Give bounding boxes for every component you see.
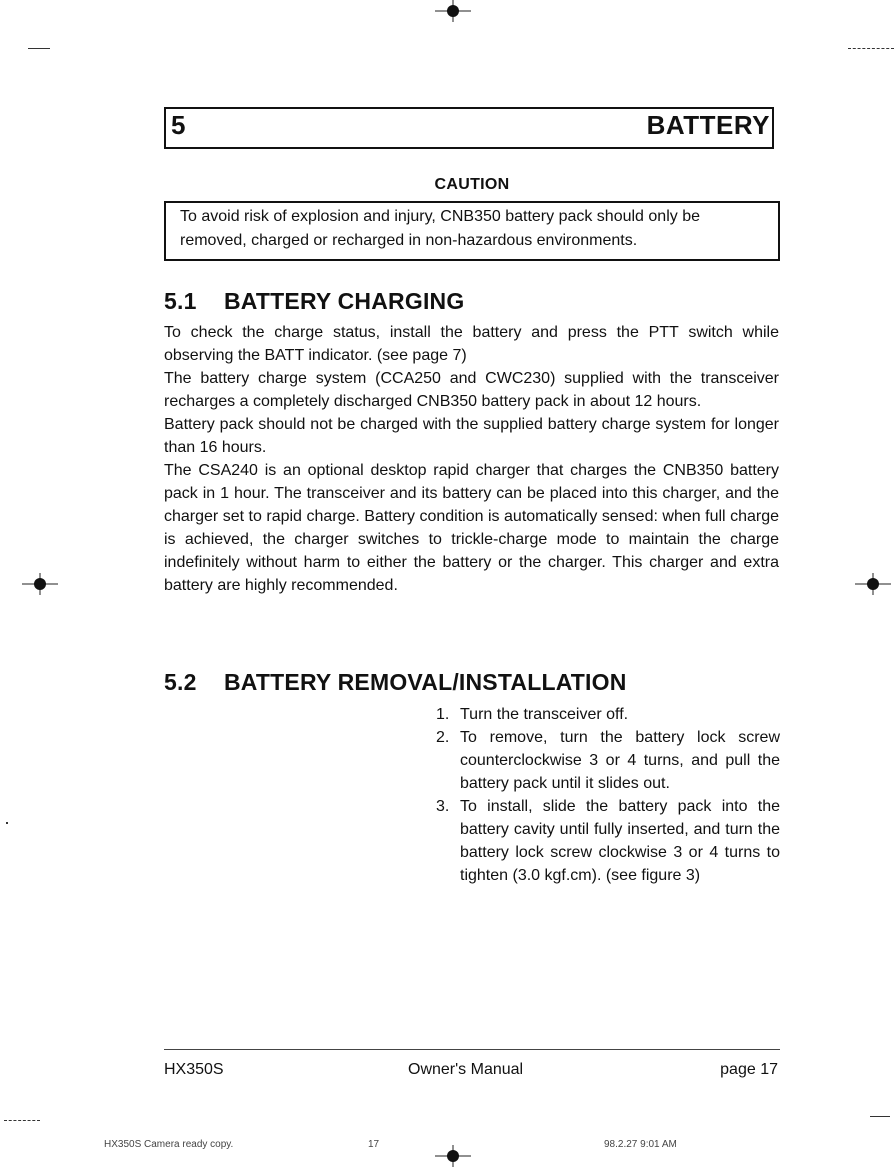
- heading-text: BATTERY CHARGING: [224, 288, 465, 314]
- paragraph: The battery charge system (CCA250 and CWC230) supplied with the transceiver recharges a completely discharged CNB350 battery pack in about 12 hours.: [164, 370, 779, 410]
- crop-mark: [4, 1120, 40, 1121]
- step-number: 3.: [436, 798, 450, 815]
- step-text: To remove, turn the battery lock screw counterclockwise 3 or 4 turns, and pull the battery pack until it slides out.: [460, 729, 780, 792]
- section-title: BATTERY: [646, 110, 770, 140]
- heading-number: 5.1: [164, 288, 197, 314]
- print-slug-file: HX350S Camera ready copy.: [104, 1139, 234, 1150]
- crop-mark: [870, 1116, 890, 1117]
- paragraph: To check the charge status, install the battery and press the PTT switch while observing the BATT indicator. (see page 7): [164, 324, 779, 364]
- list-item: [436, 726, 780, 795]
- footer-page-number: page 17: [720, 1061, 778, 1078]
- list-item: [436, 703, 780, 726]
- charging-body: [164, 321, 779, 597]
- caution-text: To avoid risk of explosion and injury, CNB350 battery pack should only be removed, charged or recharged in non-hazardous environments.: [180, 208, 700, 249]
- registration-mark-icon: [433, 0, 473, 22]
- crop-mark: [28, 48, 50, 49]
- step-text: Turn the transceiver off.: [460, 706, 629, 723]
- registration-mark-icon: [20, 573, 60, 595]
- print-slug-datetime: 98.2.27 9:01 AM: [604, 1139, 677, 1150]
- paragraph: Battery pack should not be charged with the supplied battery charge system for longer than 16 hours.: [164, 416, 779, 456]
- paragraph: The CSA240 is an optional desktop rapid charger that charges the CNB350 battery pack in 1 hour. The transceiver and its battery can be placed into this charger, and the charger set to rapid charge. Battery condition is automatically sensed: when full charge is achieved, the charger switches to trickle-charge mode to maintain the charge indefinitely without harm to either the battery or the charger. This charger and extra battery are highly recommended.: [164, 462, 779, 594]
- footer-manual-title: Owner's Manual: [408, 1061, 524, 1078]
- crop-mark: [848, 48, 894, 49]
- footer-rule: [164, 1049, 780, 1050]
- heading-battery-removal-installation: [164, 669, 627, 696]
- registration-mark-icon: [853, 573, 893, 595]
- heading-number: 5.2: [164, 669, 197, 695]
- registration-mark-icon: [433, 1145, 473, 1167]
- caution-title: CAUTION: [434, 176, 510, 193]
- steps-list: [436, 703, 780, 887]
- section-number: 5: [171, 110, 186, 140]
- footer-model: HX350S: [164, 1061, 224, 1078]
- list-item: [436, 795, 780, 887]
- step-text: To install, slide the battery pack into the battery cavity until fully inserted, and turn the battery lock screw clockwise 3 or 4 turns to tighten (3.0 kgf.cm). (see figure 3): [460, 798, 780, 884]
- print-slug-page: 17: [368, 1139, 380, 1150]
- step-number: 1.: [436, 706, 450, 723]
- step-number: 2.: [436, 729, 450, 746]
- heading-battery-charging: [164, 288, 464, 315]
- heading-text: BATTERY REMOVAL/INSTALLATION: [224, 669, 627, 695]
- speck: [6, 822, 8, 824]
